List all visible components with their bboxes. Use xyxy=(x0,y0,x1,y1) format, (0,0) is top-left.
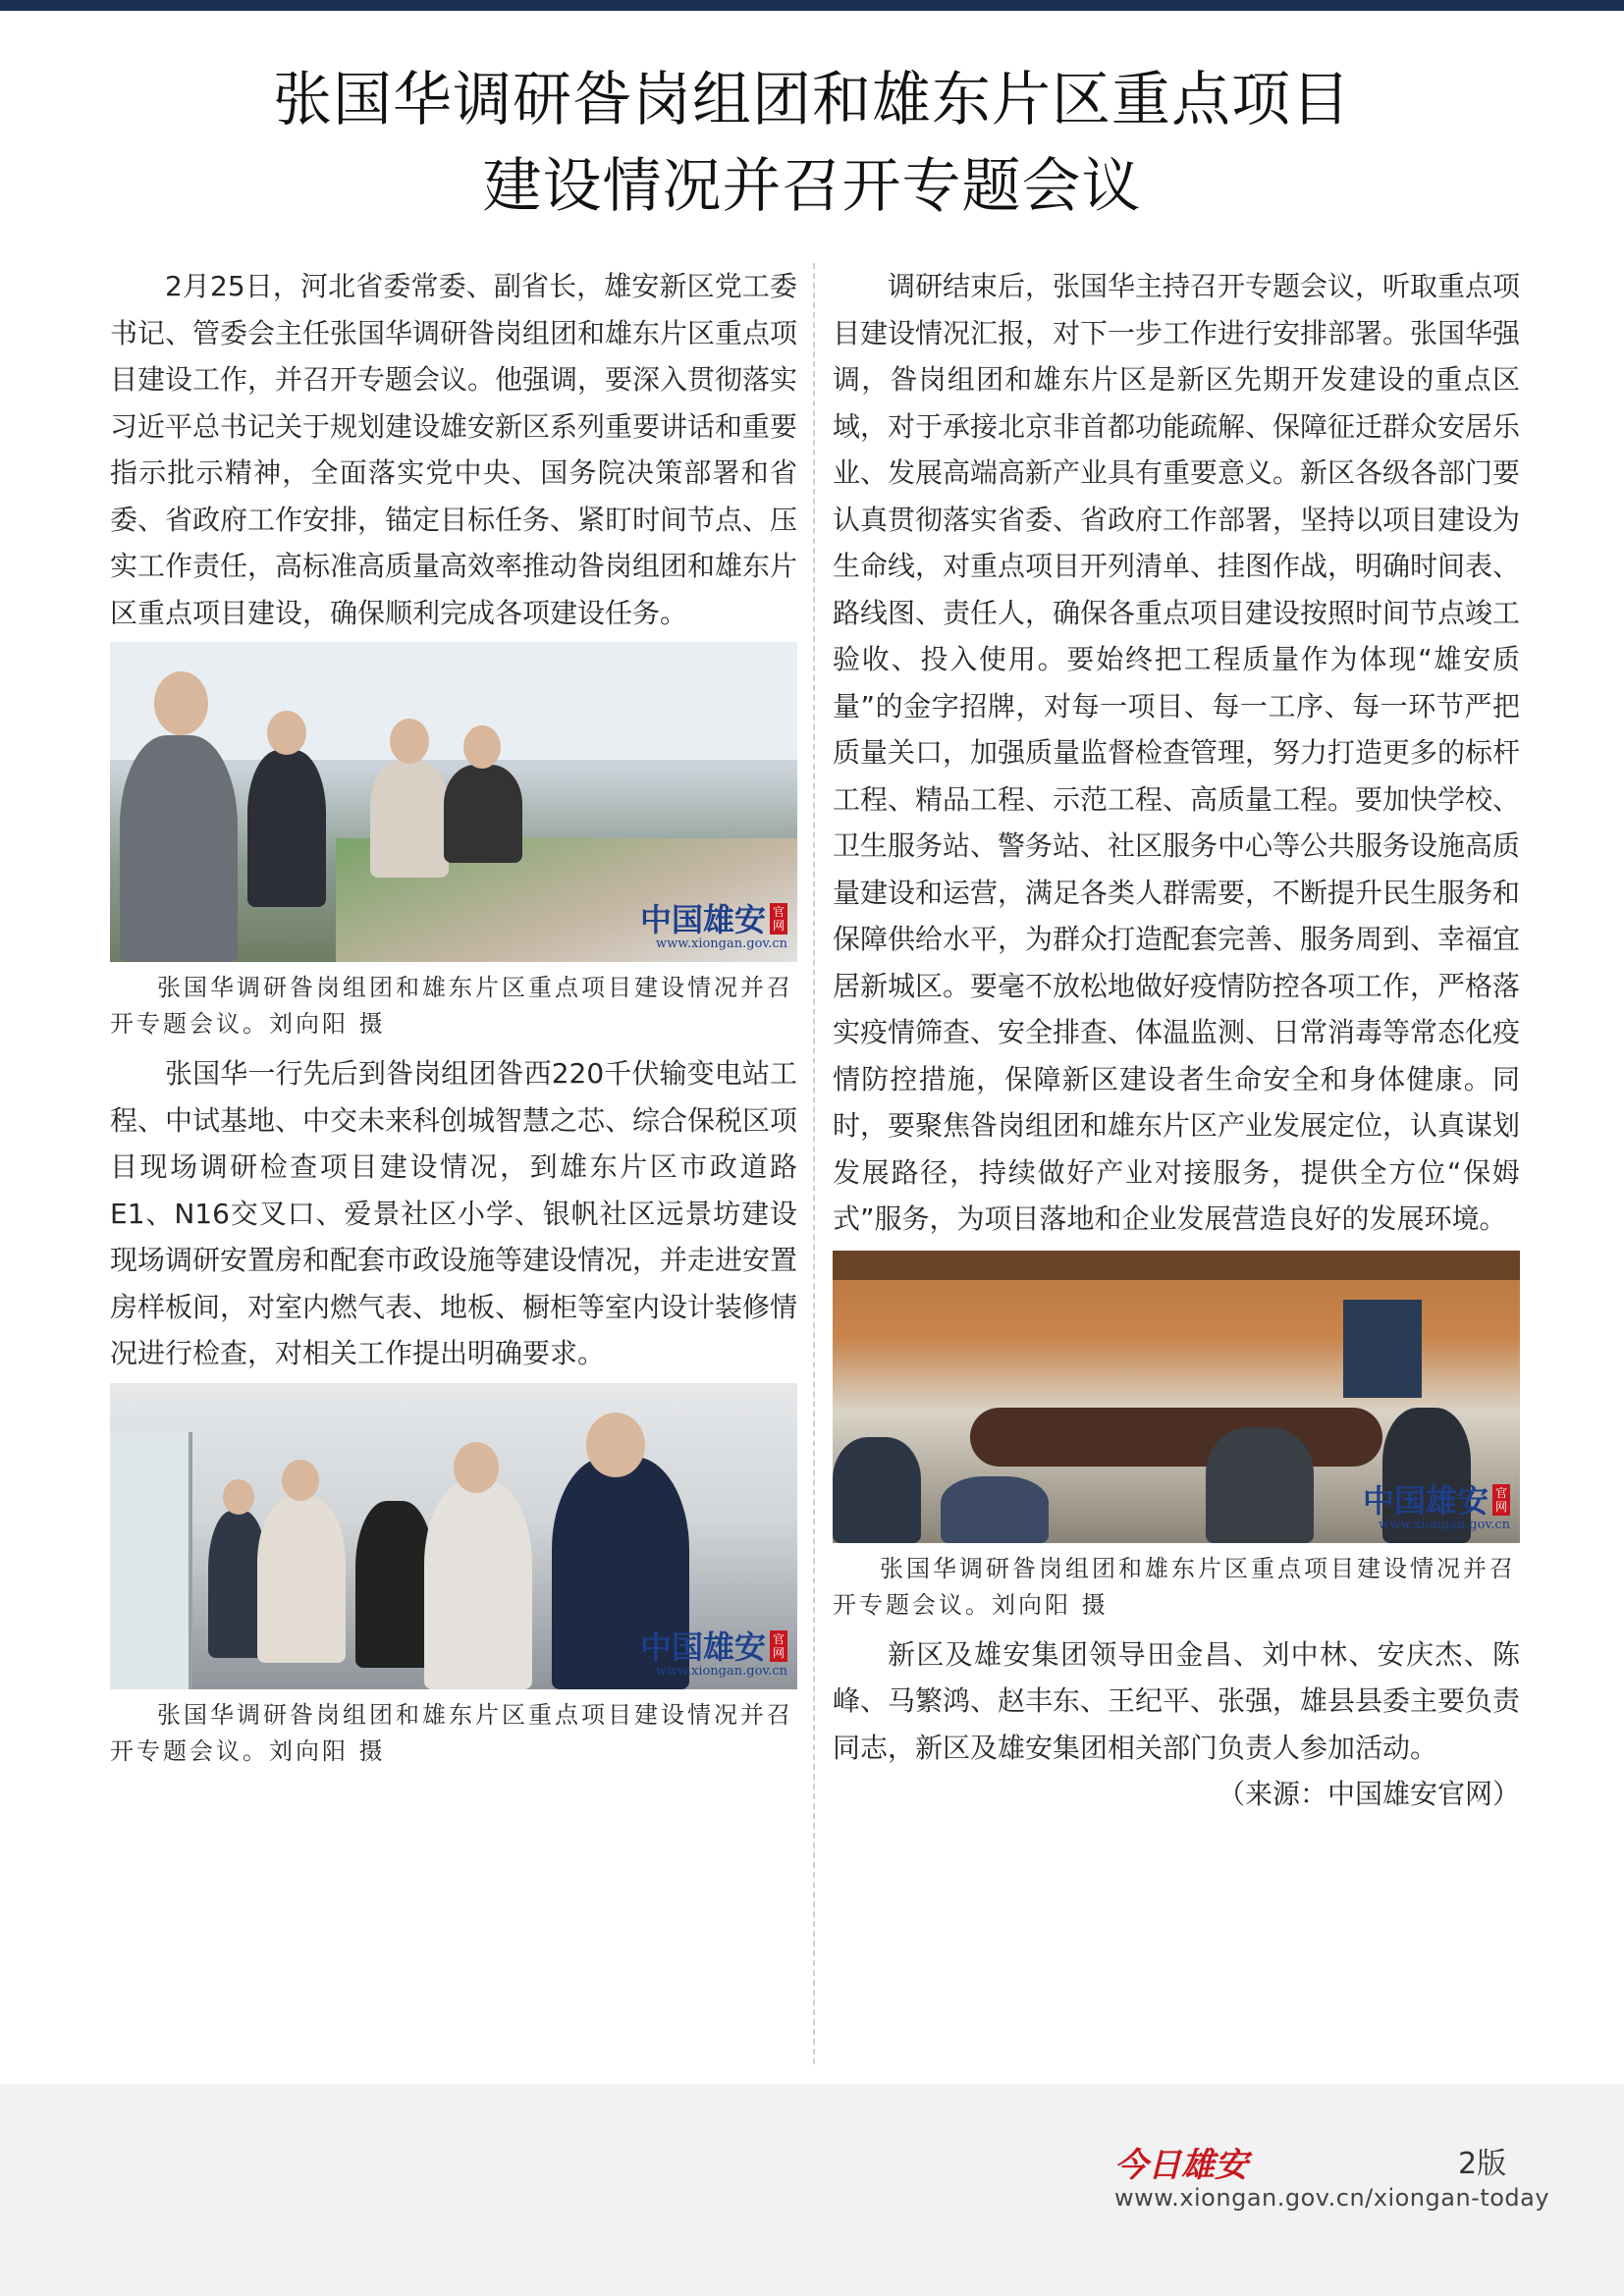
photo-watermark: 中国雄安 官网 www.xiongan.gov.cn xyxy=(1362,1481,1510,1532)
photo-caption: 张国华调研昝岗组团和雄东片区重点项目建设情况并召开专题会议。刘向阳 摄 xyxy=(110,974,793,1038)
paragraph-intro: 2月25日，河北省委常委、副省长，雄安新区党工委书记、管委会主任张国华调研昝岗组团和雄东片区重点项目建设工作，并召开专题会议。他强调，要深入贯彻落实习近平总书记关于规划建设雄安新区系列重要讲话和重要指示批示精神，全面落实党中央、国务院决策部署和省委、省政府工作安排，锚定目标任务、紧盯时间节点、压实工作责任，高标准高质量高效率推动昝岗组团和雄东片区重点项目建设，确保顺利完成各项建设任务。 xyxy=(110,270,798,629)
photo-caption: 张国华调研昝岗组团和雄东片区重点项目建设情况并召开专题会议。刘向阳 摄 xyxy=(110,1700,793,1765)
column-divider xyxy=(813,263,815,2064)
title-line-1: 张国华调研昝岗组团和雄东片区重点项目 xyxy=(273,66,1351,134)
photo-meeting-room xyxy=(833,1251,1520,1543)
paragraph-meeting: 调研结束后，张国华主持召开专题会议，听取重点项目建设情况汇报，对下一步工作进行安排部署。张国华强调，昝岗组团和雄东片区是新区先期开发建设的重点区域，对于承接北京非首都功能疏解、保障征迁群众安居乐业、发展高端高新产业具有重要意义。新区各级各部门要认真贯彻落实省委、省政府工作部署，坚持以项目建设为生命线，对重点项目开列清单、挂图作战，明确时间表、路线图、责任人，确保各重点项目建设按照时间节点竣工验收、投入使用。要始终把工程质量作为体现“雄安质量”的金字招牌，对每一项目、每一工序、每一环节严把质量关口，加强质量监督检查管理，努力打造更多的标杆工程、精品工程、示范工程、高质量工程。要加快学校、卫生服务站、警务站、社区服务中心等公共服务设施高质量建设和运营，满足各类人群需要，不断提升民生服务和保障供给水平，为群众打造配套完善、服务周到、幸福宜居新城区。要毫不放松地做好疫情防控各项工作，严格落实疫情筛查、安全排查、体温监测、日常消毒等常态化疫情防控措施，保障新区建设者生命安全和身体健康。同时，要聚焦昝岗组团和雄东片区产业发展定位，认真谋划发展路径，持续做好产业对接服务，提供全方位“保姆式”服务，为项目落地和企业发展营造良好的发展环境。 xyxy=(833,270,1521,1235)
right-column xyxy=(833,263,1520,1817)
page-number: 2版 xyxy=(1458,2147,1507,2181)
left-column xyxy=(110,263,797,1778)
paragraph-site-visits: 张国华一行先后到昝岗组团昝西220千伏输变电站工程、中试基地、中交未来科创城智慧之芯、综合保税区项目现场调研检查项目建设情况，到雄东片区市政道路E1、N16交叉口、爱景社区小学、银帆社区远景坊建设现场调研安置房和配套市政设施等建设情况，并走进安置房样板间，对室内燃气表、地板、橱柜等室内设计装修情况进行检查，对相关工作提出明确要求。 xyxy=(110,1057,798,1369)
page-footer xyxy=(0,2084,1624,2296)
newspaper-logo: 今日雄安 xyxy=(1114,2146,1248,2185)
article-title xyxy=(0,57,1624,230)
photo-watermark: 中国雄安 官网 www.xiongan.gov.cn xyxy=(639,1628,787,1679)
top-bar xyxy=(0,0,1624,11)
photo-watermark: 中国雄安 官网 www.xiongan.gov.cn xyxy=(639,901,787,951)
photo-caption: 张国华调研昝岗组团和雄东片区重点项目建设情况并召开专题会议。刘向阳 摄 xyxy=(833,1554,1516,1619)
photo-site-board xyxy=(110,1383,797,1689)
footer-url: www.xiongan.gov.cn/xiongan-today xyxy=(1114,2184,1550,2212)
title-line-2: 建设情况并召开专题会议 xyxy=(482,152,1142,221)
paragraph-attendees: 新区及雄安集团领导田金昌、刘中林、安庆杰、陈峰、马繁鸿、赵丰东、王纪平、张强，雄县县委主要负责同志，新区及雄安集团相关部门负责人参加活动。 xyxy=(833,1637,1521,1764)
article-source: （来源：中国雄安官网） xyxy=(1217,1778,1520,1810)
photo-model-inspection xyxy=(110,642,797,962)
